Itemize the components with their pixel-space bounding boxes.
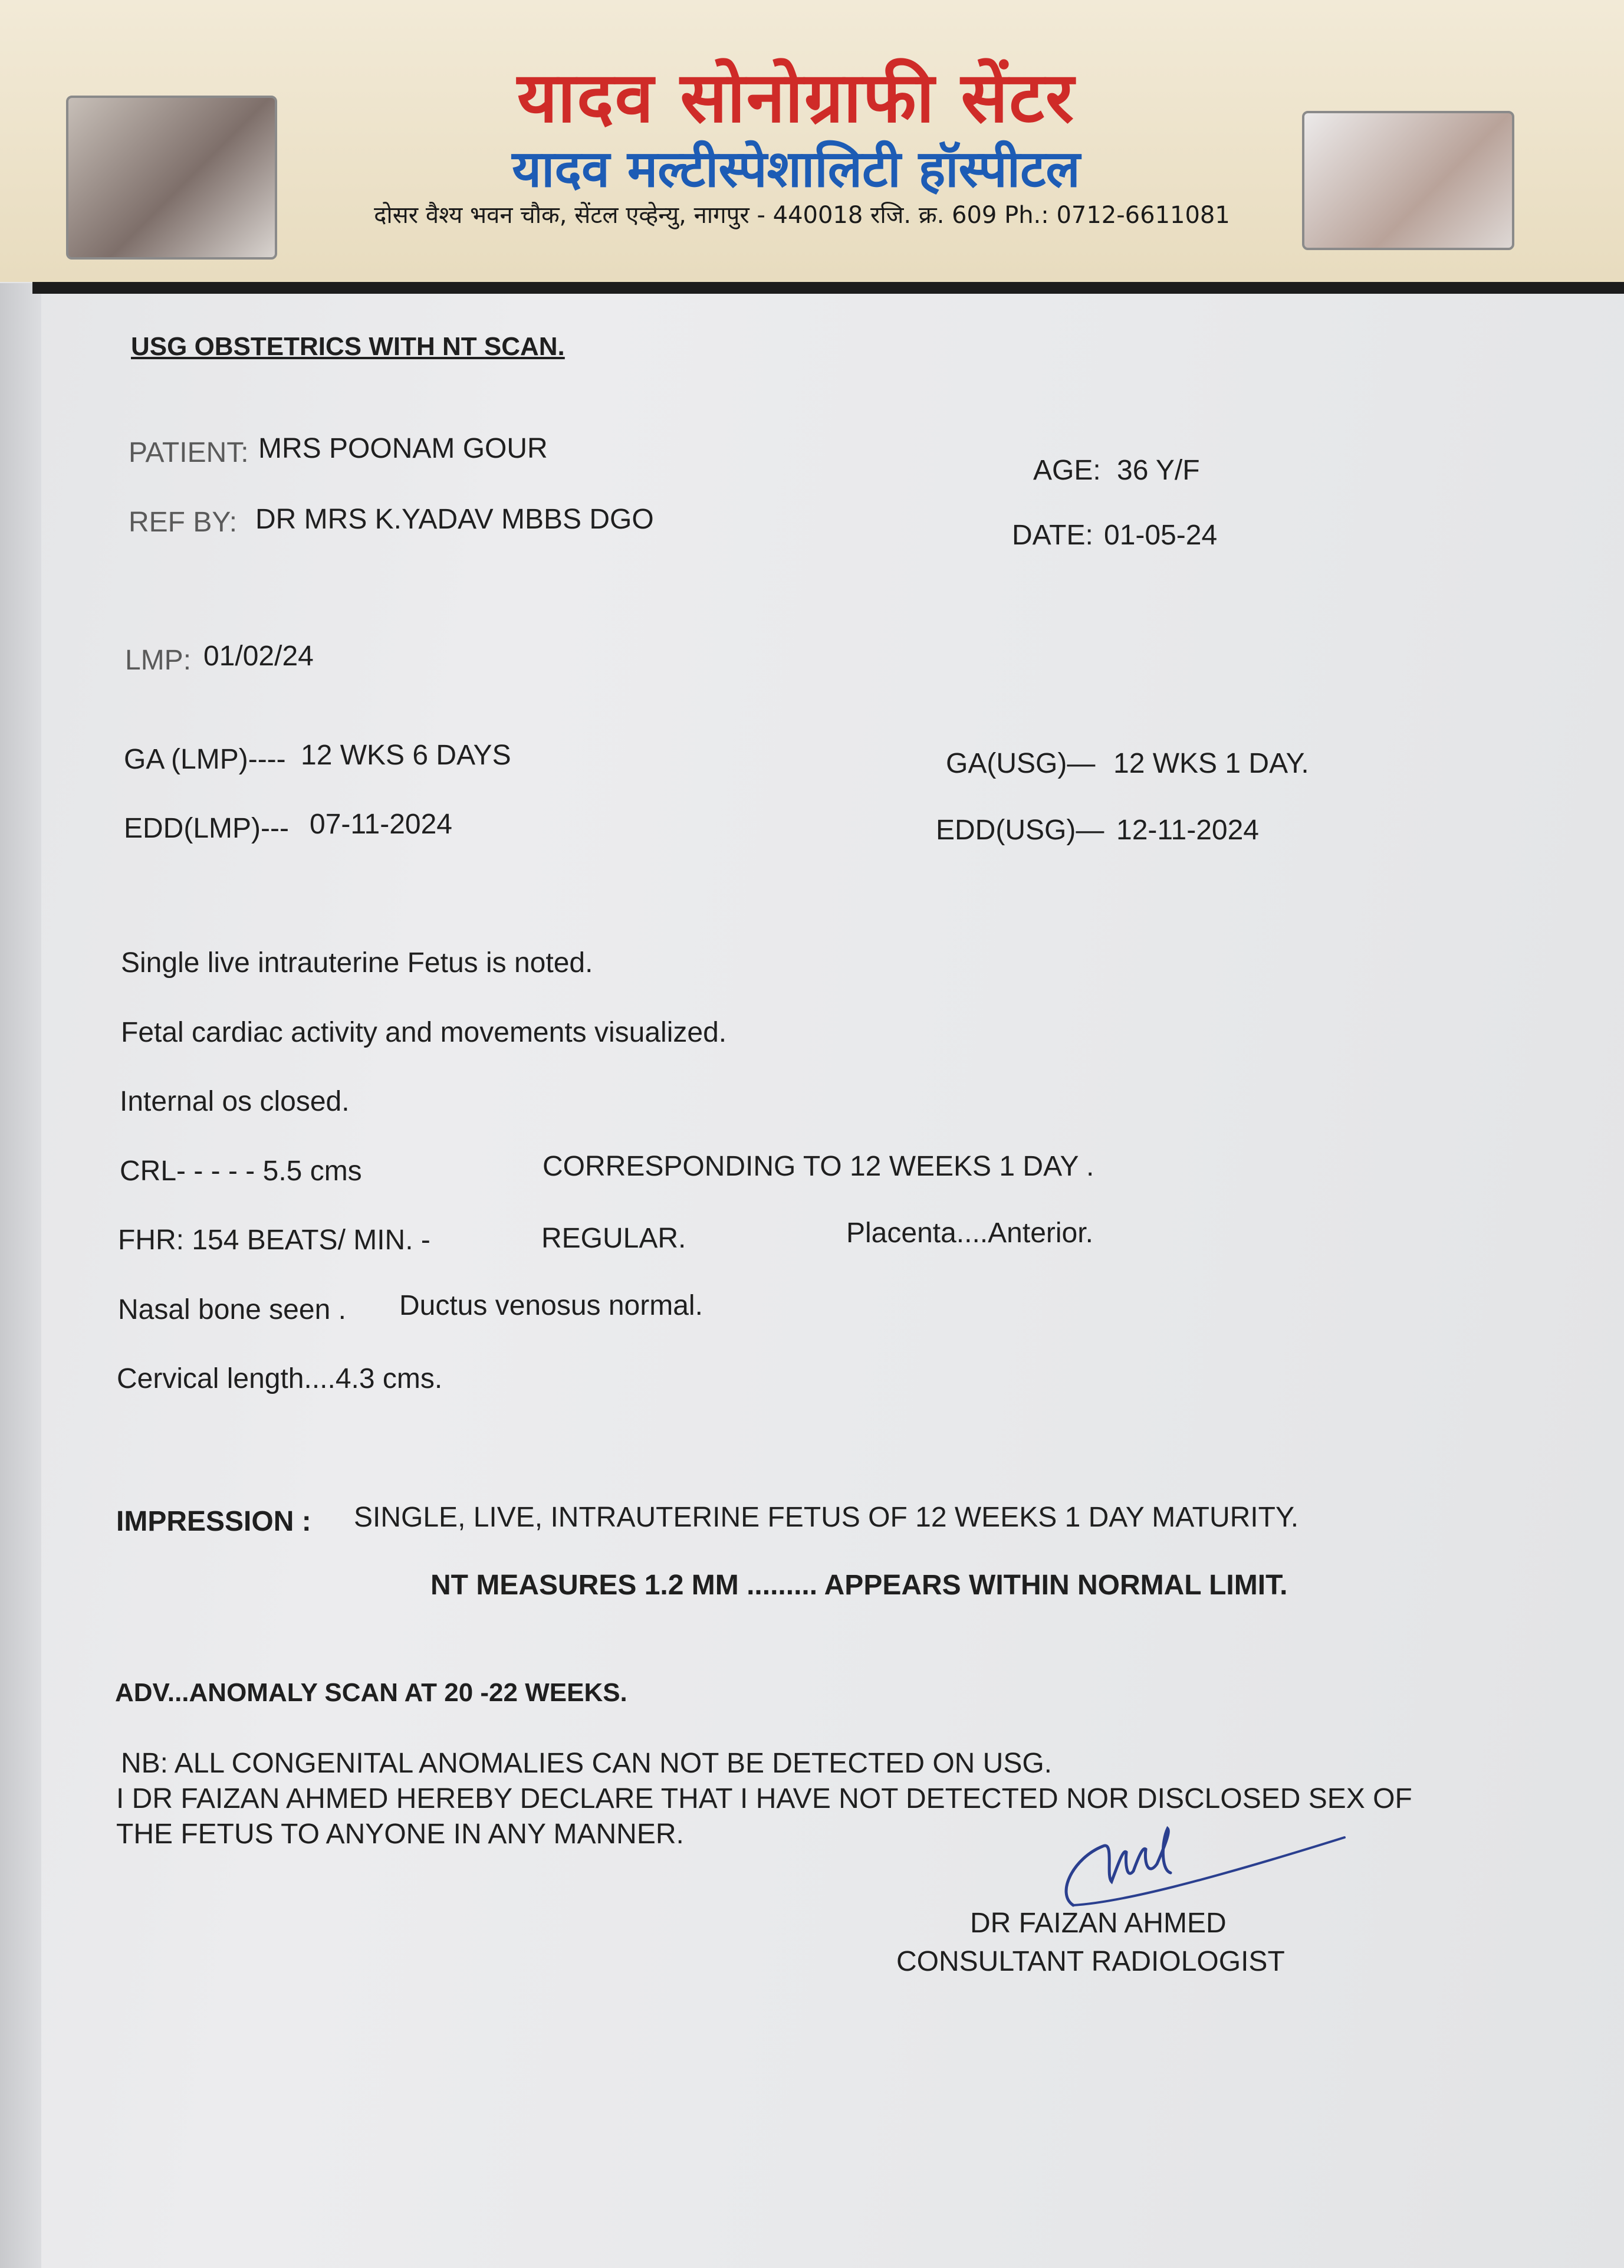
advice: ADV...ANOMALY SCAN AT 20 -22 WEEKS.: [115, 1678, 627, 1707]
ref-label: REF BY:: [129, 507, 238, 538]
patient-name: MRS POONAM GOUR: [258, 433, 548, 464]
edd-usg-label: EDD(USG)—: [936, 815, 1104, 846]
finding-line-3: Internal os closed.: [120, 1086, 350, 1117]
edd-usg-value: 12-11-2024: [1116, 815, 1259, 846]
crl-corresponding: CORRESPONDING TO 12 WEEKS 1 DAY .: [543, 1151, 1094, 1182]
note-line-3: THE FETUS TO ANYONE IN ANY MANNER.: [116, 1819, 684, 1850]
centre-name: यादव सोनोग्राफी सेंटर: [517, 57, 1075, 138]
clinic-photo-left: [66, 96, 277, 260]
finding-line-1: Single live intrauterine Fetus is noted.: [121, 947, 593, 979]
note-line-2: I DR FAIZAN AHMED HEREBY DECLARE THAT I HAVE NOT DETECTED NOR DISCLOSED SEX OF: [116, 1783, 1412, 1814]
age-label: AGE:: [1033, 455, 1101, 486]
finding-line-2: Fetal cardiac activity and movements visualized.: [121, 1017, 727, 1048]
address-line: दोसर वैश्य भवन चौक, सेंटल एव्हेन्यु, नागपुर - 440018 रजि. क्र. 609 Ph.: 0712-6611081: [374, 202, 1230, 229]
signatory-name: DR FAIZAN AHMED: [970, 1908, 1227, 1939]
impression-line-1: SINGLE, LIVE, INTRAUTERINE FETUS OF 12 WEEKS 1 DAY MATURITY.: [354, 1502, 1299, 1533]
ultrasound-photo-right: [1302, 111, 1514, 250]
paper-fold: [0, 283, 41, 2268]
ga-usg-label: GA(USG)—: [946, 748, 1096, 779]
nasal-bone: Nasal bone seen .: [118, 1294, 346, 1325]
ga-usg-value: 12 WKS 1 DAY.: [1113, 748, 1309, 779]
edd-lmp-value: 07-11-2024: [310, 809, 452, 840]
referring-doctor: DR MRS K.YADAV MBBS DGO: [255, 504, 654, 535]
signatory-title: CONSULTANT RADIOLOGIST: [896, 1946, 1285, 1977]
letterhead: [0, 0, 1624, 282]
header-divider: [32, 282, 1624, 294]
edd-lmp-label: EDD(LMP)---: [124, 813, 289, 844]
patient-label: PATIENT:: [129, 437, 249, 468]
cervical-length: Cervical length....4.3 cms.: [117, 1363, 443, 1394]
fhr-value: FHR: 154 BEATS/ MIN. -: [118, 1225, 430, 1256]
report-heading: USG OBSTETRICS WITH NT SCAN.: [131, 332, 565, 361]
note-line-1: NB: ALL CONGENITAL ANOMALIES CAN NOT BE DETECTED ON USG.: [121, 1748, 1053, 1779]
date-label: DATE:: [1012, 520, 1093, 551]
lmp-value: 01/02/24: [203, 641, 314, 672]
age-value: 36 Y/F: [1117, 455, 1200, 486]
lmp-label: LMP:: [125, 645, 192, 676]
ga-lmp-label: GA (LMP)----: [124, 744, 286, 775]
hospital-name: यादव मल्टीस्पेशालिटी हॉस्पीटल: [512, 140, 1080, 199]
crl-measure: CRL- - - - - 5.5 cms: [120, 1156, 362, 1187]
placenta-position: Placenta....Anterior.: [846, 1217, 1093, 1249]
impression-line-2: NT MEASURES 1.2 MM ......... APPEARS WITHIN NORMAL LIMIT.: [430, 1570, 1288, 1601]
date-value: 01-05-24: [1104, 520, 1218, 551]
fhr-regular: REGULAR.: [541, 1223, 686, 1254]
signature: [1050, 1805, 1356, 1923]
ga-lmp-value: 12 WKS 6 DAYS: [301, 740, 511, 771]
impression-label: IMPRESSION :: [116, 1506, 311, 1537]
ductus-venosus: Ductus venosus normal.: [399, 1290, 703, 1321]
